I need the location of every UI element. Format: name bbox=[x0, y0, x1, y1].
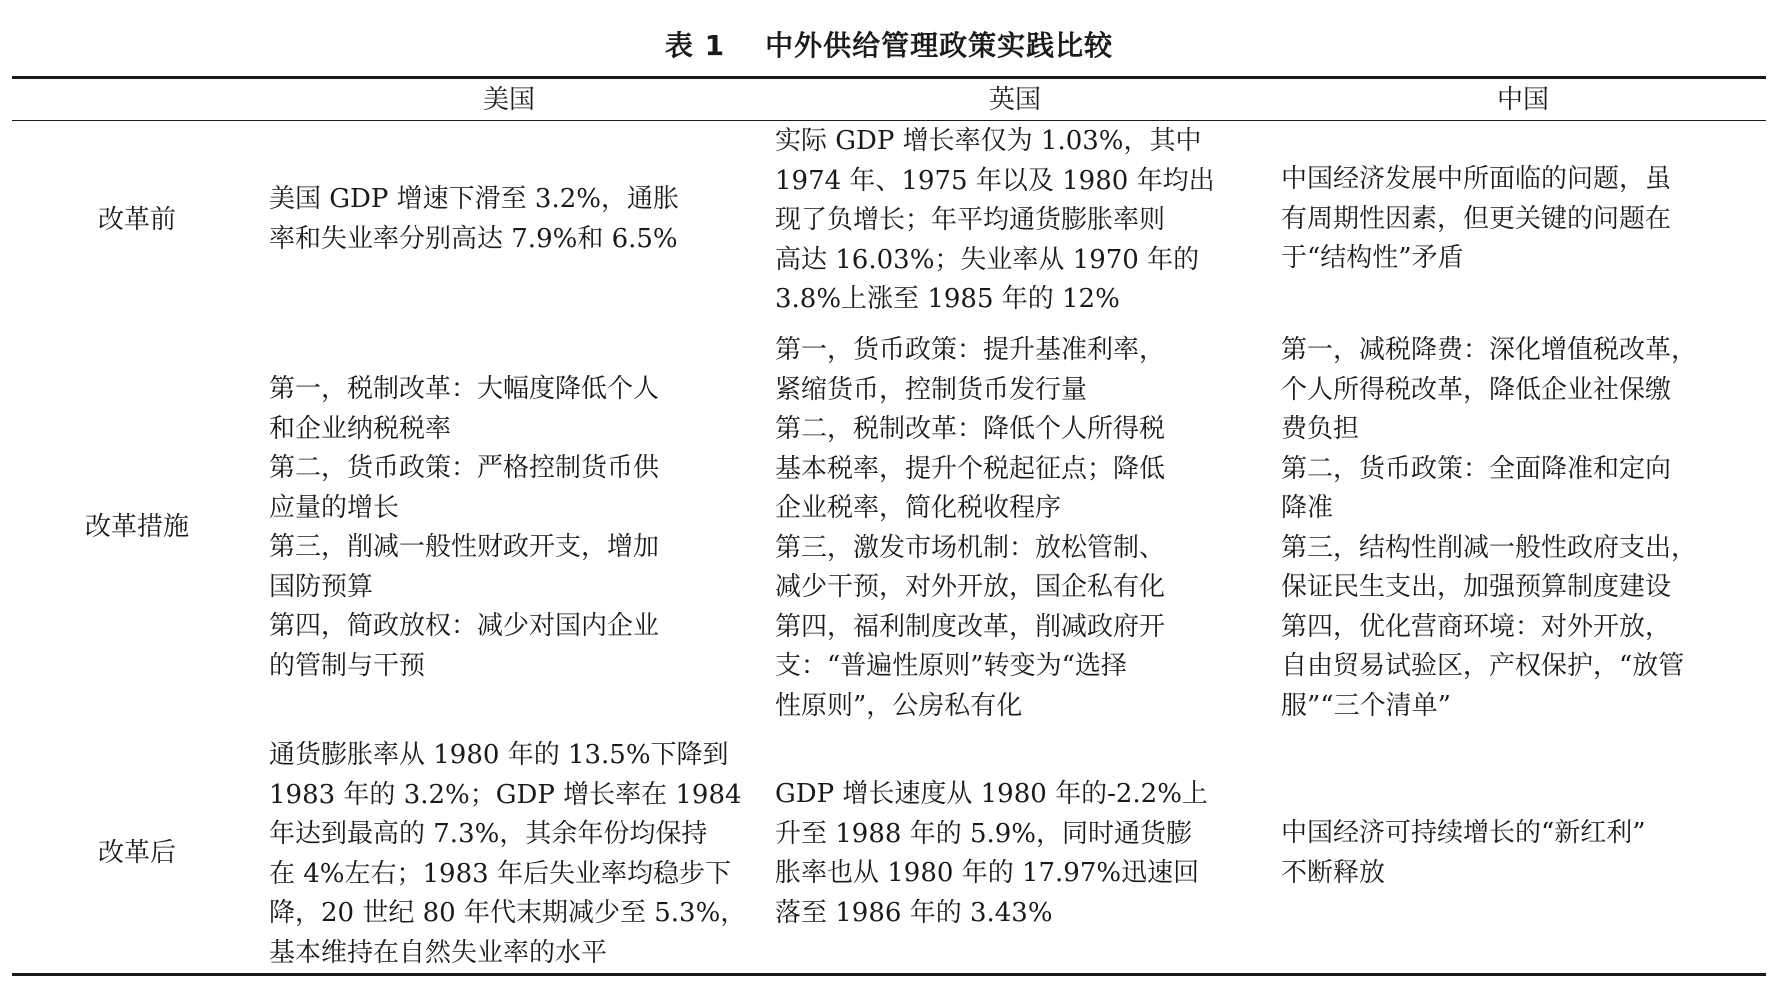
table-top-rule bbox=[12, 76, 1766, 79]
column-header-uk: 英国 bbox=[988, 85, 1041, 115]
table-header-rule bbox=[12, 120, 1766, 121]
cell-before-reform-cn: 中国经济发展中所面临的问题，虽 有周期性因素，但更关键的问题在 于“结构性”矛盾 bbox=[1281, 164, 1672, 273]
table-bottom-rule bbox=[12, 973, 1766, 976]
row-label-after-reform: 改革后 bbox=[97, 838, 176, 868]
table-title: 中外供给管理政策实践比较 bbox=[765, 29, 1114, 62]
column-header-us: 美国 bbox=[482, 85, 535, 115]
table-caption bbox=[0, 28, 1778, 64]
row-label-before-reform: 改革前 bbox=[97, 205, 176, 235]
table-number: 表 1 bbox=[664, 29, 726, 62]
cell-after-reform-us: 通货膨胀率从 1980 年的 13.5%下降到 1983 年的 3.2%；GDP 增长率在 1984 年达到最高的 7.3%，其余年份均保持 在 4%左右；1983 年后失业率均稳步下 降，20 世纪 80 年代末期减少至 5.3%， 基本维持在自然失业率的水平 bbox=[269, 740, 747, 968]
cell-reform-measures-uk: 第一，货币政策：提升基准利率， 紧缩货币，控制货币发行量 第二，税制改革：降低个人所得税 基本税率，提升个税起征点；降低 企业税率，简化税收程序 第三，激发市场机制：放松管制、 减少干预，对外开放，国企私有化 第四，福利制度改革，削减政府开 支：“普遍性原则”转变为“选择 性原则”，公房私有化 bbox=[775, 335, 1166, 721]
cell-reform-measures-cn: 第一，减税降费：深化增值税改革， 个人所得税改革，降低企业社保缴 费负担 第二，货币政策：全面降准和定向 降准 第三，结构性削减一般性政府支出， 保证民生支出，加强预算制度建设 第四，优化营商环境：对外开放， 自由贸易试验区，产权保护，“放管 服”“三个清单” bbox=[1281, 335, 1698, 721]
cell-reform-measures-us: 第一，税制改革：大幅度降低个人 和企业纳税税率 第二，货币政策：严格控制货币供 应量的增长 第三，削减一般性财政开支，增加 国防预算 第四，简政放权：减少对国内企业 的管制与干预 bbox=[269, 374, 660, 681]
cell-before-reform-uk: 实际 GDP 增长率仅为 1.03%，其中 1974 年、1975 年以及 1980 年均出 现了负增长；年平均通货膨胀率则 高达 16.03%；失业率从 1970 年的 3.8%上涨至 1985 年的 12% bbox=[775, 126, 1215, 314]
cell-after-reform-uk: GDP 增长速度从 1980 年的-2.2%上 升至 1988 年的 5.9%，同时通货膨 胀率也从 1980 年的 17.97%迅速回 落至 1986 年的 3.43% bbox=[775, 779, 1208, 928]
row-label-reform-measures: 改革措施 bbox=[84, 512, 189, 542]
column-header-cn: 中国 bbox=[1496, 85, 1549, 115]
cell-before-reform-us: 美国 GDP 增速下滑至 3.2%，通胀 率和失业率分别高达 7.9%和 6.5% bbox=[269, 184, 679, 254]
cell-after-reform-cn: 中国经济可持续增长的“新红利” 不断释放 bbox=[1281, 818, 1646, 888]
